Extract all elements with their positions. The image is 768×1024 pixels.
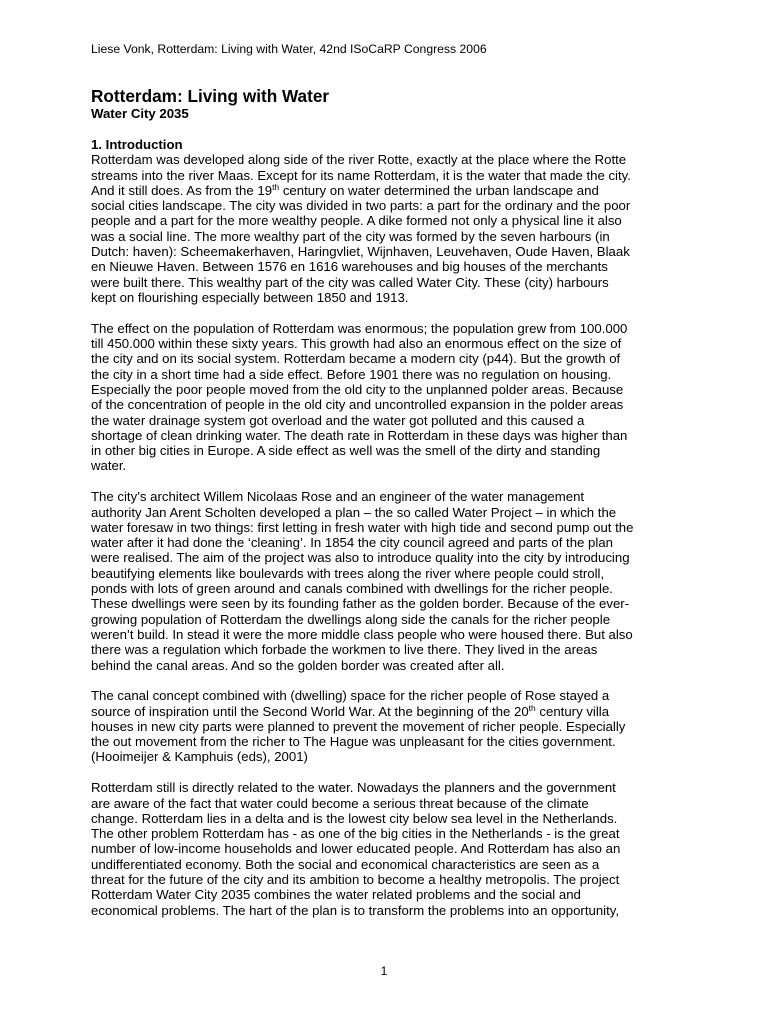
text-line: The canal concept combined with (dwelling) space for the richer people of Rose stayed a [91,688,610,704]
text-line: en Nieuwe Haven. Between 1576 en 1616 warehouses and big houses of the merchants [91,259,608,275]
text-line: was a social line. The more wealthy part of the city was formed by the seven harbours (in [91,228,610,244]
text-line: kept on flourishing especially between 1850 and 1913. [91,289,409,305]
text-line: Especially the poor people moved from the old city to the unplanned polder areas. Because [91,381,624,397]
text-line: ponds with lots of green around and canals combined with dwellings for the richer people. [91,581,613,597]
text-line: till 450.000 within these sixty years. This growth had also an enormous effect on the size of [91,336,622,352]
text-line: (Hooimeijer & Kamphuis (eds), 2001) [91,749,308,765]
text-line: The effect on the population of Rotterdam was enormous; the population grew from 100.000 [91,320,628,336]
superscript-ordinal: th [272,181,280,192]
text-line: the water drainage system got overload and the water got polluted and this caused a [91,412,585,428]
text-line: Rotterdam Water City 2035 combines the water related problems and the social and [91,887,581,903]
document-title: Rotterdam: Living with Water [91,86,330,106]
text-line: streams into the river Maas. Except for its name Rotterdam, it is the water that made the city. [91,167,631,183]
running-header: Liese Vonk, Rotterdam: Living with Water, 42nd ISoCaRP Congress 2006 [91,42,487,56]
text-line: water. [91,458,127,474]
body-paragraph [91,152,687,305]
text-line: Dutch: haven): Scheemakerhaven, Haringvliet, Wijnhaven, Leuvehaven, Oude Haven, Blaak [91,244,630,260]
text-line: growing population of Rotterdam the dwellings along side the canals for the richer people [91,611,611,627]
text-line: the out movement from the richer to The Hague was unpleasant for the cities government. [91,734,616,750]
body-paragraph [91,489,687,673]
text-line: undifferentiated economy. Both the social and economical characteristics are seen as a [91,856,600,872]
document-body [91,86,687,933]
text-line: authority Jan Arent Scholten developed a plan – the so called Water Project – in which the [91,504,617,520]
text-line: Rotterdam still is directly related to the water. Nowadays the planners and the government [91,780,616,796]
text-line: of the concentration of people in the old city and uncontrolled expansion in the polder areas [91,397,624,413]
text-line: behind the canal areas. And so the golden border was created after all. [91,657,505,673]
text-line: are aware of the fact that water could become a serious threat because of the climate [91,795,589,811]
page-number: 1 [380,964,388,978]
text-line: These dwellings were seen by its founding father as the golden border. Because of the ever- [91,596,630,612]
text-line: were realised. The aim of the project was also to introduce quality into the city by introducing [91,550,630,566]
text-line: threat for the future of the city and its ambition to become a healthy metropolis. The project [91,872,620,888]
body-paragraph [91,321,687,474]
text-line: number of low-income households and lower educated people. And Rotterdam has also an [91,841,621,857]
text-line: were built there. This wealthy part of the city was called Water City. These (city) harbours [91,274,609,290]
text-line: in other big cities in Europe. A side effect as well was the smell of the dirty and standing [91,443,601,459]
text-line: The city’s architect Willem Nicolaas Rose and an engineer of the water management [91,489,585,505]
text-line: water after it had done the ‘cleaning’. In 1854 the city council agreed and parts of the plan [91,535,613,551]
text-line: change. Rotterdam lies in a delta and is the lowest city below sea level in the Netherlands. [91,810,618,826]
text-line: Rotterdam was developed along side of the river Rotte, exactly at the place where the Rotte [91,152,627,168]
paragraph-list [91,152,687,918]
text-line: economical problems. The hart of the plan is to transform the problems into an opportunity, [91,902,620,918]
text-line: social cities landscape. The city was divided in two parts: a part for the ordinary and the poor [91,198,631,214]
text-line: The other problem Rotterdam has - as one of the big cities in the Netherlands - is the great [91,826,620,842]
text-line: the city in a short time had a side effect. Before 1901 there was no regulation on housing. [91,366,612,382]
text-line: houses in new city parts were planned to prevent the movement of richer people. Especially [91,718,626,734]
document-subtitle: Water City 2035 [91,106,189,121]
text-line: the city and on its social system. Rotterdam became a modern city (p44). But the growth of [91,351,621,367]
text-line: source of inspiration until the Second World War. At the beginning of the 20th century villa [91,702,610,719]
text-line: And it still does. As from the 19th century on water determined the urban landscape and [91,181,599,198]
superscript-ordinal: th [528,702,536,713]
text-line: shortage of clean drinking water. The death rate in Rotterdam in these days was higher than [91,427,628,443]
text-line: there was a regulation which forbade the workmen to live there. They lived in the areas [91,642,598,658]
body-paragraph [91,780,687,918]
text-line: weren’t build. In stead it were the more middle class people who were housed there. But also [91,626,633,642]
text-line: water foresaw in two things: first letting in fresh water with high tide and second pump out the [91,519,634,535]
text-line: people and a part for the more wealthy people. A dike formed not only a physical line it also [91,213,622,229]
body-paragraph [91,688,687,764]
text-line: beautifying elements like boulevards with trees along the river where people could stroll, [91,565,605,581]
section-heading-introduction: 1. Introduction [91,137,183,152]
